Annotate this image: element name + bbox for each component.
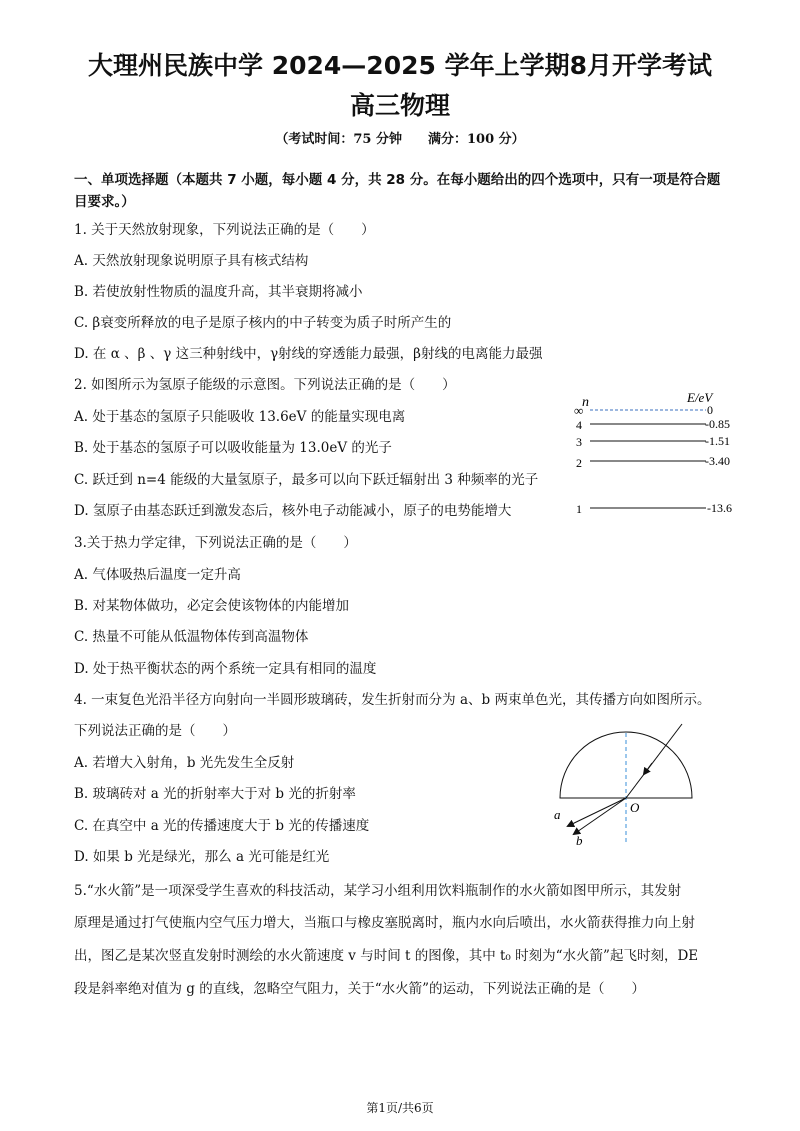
q5-line1: 5.“水火箭”是一项深受学生喜欢的科技活动，某学习小组利用饮料瓶制作的水火箭如图甲所示，其发射 (74, 883, 682, 899)
q2-option-a: A. 处于基态的氢原子只能吸收 13.6eV 的能量实现电离 (74, 409, 406, 425)
q2-option-d: D. 氢原子由基态跃迁到激发态后，核外电子动能减小，原子的电势能增大 (74, 503, 512, 519)
exam-subject: 高三物理 (349, 91, 450, 120)
q5-line4: 段是斜率绝对值为 g 的直线，忽略空气阻力，关于“水火箭”的运动，下列说法正确的是（ ） (74, 981, 646, 997)
q5-line2: 原理是通过打气使瓶内空气压力增大，当瓶口与橡皮塞脱离时，瓶内水向后喷出，水火箭获得推力向上射 (74, 915, 695, 931)
incident-arrow (644, 763, 652, 774)
ray-b-label: b (576, 833, 583, 848)
q3-option-c: C. 热量不可能从低温物体传到高温物体 (74, 629, 309, 645)
n-axis-label: n (582, 395, 589, 410)
q3-option-a: A. 气体吸热后温度一定升高 (74, 567, 241, 583)
q1-stem: 1. 关于天然放射现象，下列说法正确的是（ ） (74, 222, 375, 238)
q2-option-c: C. 跃迁到 n=4 能级的大量氢原子，最多可以向下跃迁辐射出 3 种频率的光子 (74, 472, 539, 488)
q4-option-c: C. 在真空中 a 光的传播速度大于 b 光的传播速度 (74, 818, 370, 834)
ray-a (568, 798, 626, 826)
ray-a-label: a (554, 807, 561, 822)
level-n-4: 4 (576, 418, 582, 432)
level-e-3: -1.51 (705, 434, 730, 448)
energy-axis-label: E/eV (687, 390, 713, 405)
q3-option-d: D. 处于热平衡状态的两个系统一定具有相同的温度 (74, 661, 377, 677)
refraction-diagram (540, 718, 720, 858)
level-n-1: 1 (576, 502, 582, 516)
energy-level-diagram (560, 385, 760, 525)
q5-line3: 出，图乙是某次竖直发射时测绘的水火箭速度 v 与时间 t 的图像，其中 t₀ 时刻为“水火箭”起飞时刻，DE (74, 948, 699, 964)
q3-option-b: B. 对某物体做功，必定会使该物体的内能增加 (74, 598, 350, 614)
level-e-4: -0.85 (705, 417, 730, 431)
origin-label: O (630, 800, 640, 815)
exam-title: 大理州民族中学 2024—2025 学年上学期8月开学考试 (88, 51, 712, 80)
q2-option-b: B. 处于基态的氢原子可以吸收能量为 13.0eV 的光子 (74, 440, 392, 456)
q2-stem: 2. 如图所示为氢原子能级的示意图。下列说法正确的是（ ） (74, 377, 456, 393)
q1-option-b: B. 若使放射性物质的温度升高，其半衰期将减小 (74, 284, 363, 300)
q4-stem: 4. 一束复色光沿半径方向射向一半圆形玻璃砖，发生折射而分为 a、b 两束单色光，其传播方向如图所示。 (74, 692, 711, 708)
section-heading: 一、单项选择题（本题共 7 小题，每小题 4 分，共 28 分。在每小题给出的四个选项中，只有一项是符合题 (74, 172, 721, 188)
incident-ray (626, 724, 682, 798)
level-n-inf: ∞ (574, 403, 584, 418)
q3-stem: 3.关于热力学定律，下列说法正确的是（ ） (74, 535, 357, 551)
q4-option-a: A. 若增大入射角，b 光先发生全反射 (74, 755, 295, 771)
section-heading-cont: 目要求。） (74, 194, 135, 210)
level-e-2: -3.40 (705, 454, 730, 468)
ray-b (574, 798, 626, 834)
q1-option-a: A. 天然放射现象说明原子具有核式结构 (74, 253, 309, 269)
q4-option-b: B. 玻璃砖对 a 光的折射率大于对 b 光的折射率 (74, 786, 356, 802)
level-e-1: -13.6 (707, 501, 732, 515)
q1-option-c: C. β衰变所释放的电子是原子核内的中子转变为质子时所产生的 (74, 315, 452, 331)
level-e-inf: 0 (707, 403, 713, 417)
exam-info: （考试时间：75 分钟 满分：100 分） (275, 132, 525, 147)
page-number: 第1页/共6页 (366, 1101, 434, 1115)
level-n-2: 2 (576, 456, 582, 470)
q4-option-d: D. 如果 b 光是绿光，那么 a 光可能是红光 (74, 849, 330, 865)
q4-stem-cont: 下列说法正确的是（ ） (74, 723, 236, 739)
q1-option-d: D. 在 α 、β 、γ 这三种射线中，γ射线的穿透能力最强，β射线的电离能力最强 (74, 346, 543, 362)
level-n-3: 3 (576, 435, 582, 449)
